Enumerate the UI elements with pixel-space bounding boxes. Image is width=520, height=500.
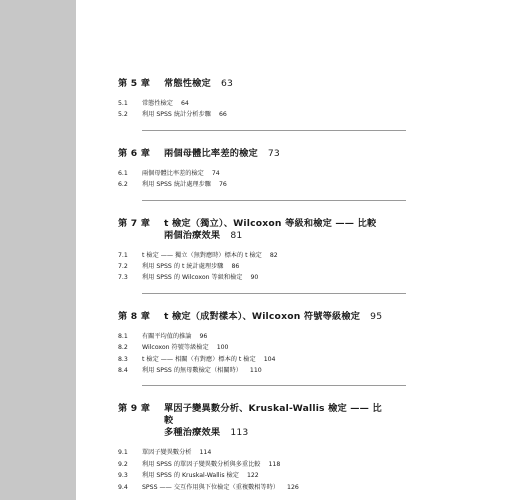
- chapter-title: [164, 78, 390, 90]
- section-list: [118, 250, 390, 284]
- section-page: 90: [250, 274, 259, 282]
- chapter-title-line: 兩個母體比率差的檢定: [164, 147, 258, 159]
- section-title: t 檢定 —— 獨立（無對應時）標本的 t 檢定: [142, 251, 262, 259]
- chapter-divider: [142, 293, 406, 294]
- section-number: 8.4: [118, 367, 128, 375]
- chapter-title-line: 多種治療效果: [164, 427, 221, 439]
- section-title: 利用 SPSS 的 t 統計處理步驟: [142, 263, 224, 271]
- section-page: 74: [211, 169, 220, 177]
- section-title: 單因子變異數分析: [142, 449, 192, 457]
- chapter-label: 第 5 章: [118, 78, 151, 89]
- section-page: 100: [216, 344, 229, 352]
- section-title: 兩個母體比率差的檢定: [142, 169, 204, 177]
- chapter-title-line: 常態性檢定: [164, 78, 211, 89]
- section-page: 66: [218, 111, 227, 119]
- section-number: 7.1: [118, 251, 128, 259]
- chapter-title-line: t 檢定（獨立）、Wilcoxon 等級和檢定 —— 比較: [164, 217, 377, 229]
- section-number: 9.3: [118, 472, 128, 480]
- section-title: Wilcoxon 符號等級檢定: [142, 344, 209, 352]
- section-title: 利用 SPSS 的 Kruskal-Wallis 檢定: [142, 472, 239, 480]
- section-list: [118, 331, 390, 377]
- section-page: 118: [268, 460, 281, 468]
- section-item[interactable]: [118, 447, 390, 458]
- section-number: 8.1: [118, 332, 128, 340]
- chapter-divider: [142, 385, 406, 386]
- chapter-label: 第 8 章: [118, 310, 151, 322]
- section-title: SPSS —— 交互作用與下位檢定（重複數相等時）: [142, 483, 280, 491]
- section-number: 5.1: [118, 100, 128, 107]
- section-page: 86: [231, 263, 240, 271]
- chapter-heading[interactable]: [118, 403, 390, 439]
- section-item[interactable]: [118, 482, 390, 493]
- chapter-9: [118, 403, 390, 493]
- chapter-page: 95: [370, 310, 383, 322]
- section-item[interactable]: [118, 459, 390, 470]
- section-item[interactable]: [118, 470, 390, 481]
- section-number: 8.3: [118, 355, 128, 363]
- chapter-heading[interactable]: [118, 148, 390, 160]
- section-page: 96: [199, 332, 208, 340]
- section-title: 利用 SPSS 的 Wilcoxon 等級和檢定: [142, 274, 243, 282]
- chapter-6: [118, 148, 390, 201]
- section-page: 76: [218, 181, 227, 189]
- section-number: 9.1: [118, 449, 128, 457]
- section-number: 9.2: [118, 460, 128, 468]
- chapter-divider: [142, 130, 406, 131]
- section-list: [118, 98, 390, 121]
- section-item[interactable]: [118, 331, 390, 342]
- section-title: 利用 SPSS 統計分析步驟: [142, 111, 211, 119]
- chapter-heading[interactable]: [118, 218, 390, 242]
- section-number: 5.2: [118, 111, 128, 119]
- section-number: 6.1: [118, 169, 128, 177]
- chapter-heading[interactable]: [118, 78, 390, 90]
- section-item[interactable]: [118, 342, 390, 353]
- chapter-title-line: 單因子變異數分析、Kruskal-Wallis 檢定 —— 比較: [164, 403, 382, 427]
- section-item[interactable]: [118, 261, 390, 272]
- section-list: [118, 447, 390, 493]
- section-title: 常態性檢定: [142, 100, 173, 107]
- section-page: 64: [180, 100, 189, 107]
- section-item[interactable]: [118, 354, 390, 365]
- chapter-7: [118, 218, 390, 294]
- chapter-page: 81: [230, 229, 243, 241]
- section-title: 利用 SPSS 的單因子變異數分析與多重比較: [142, 460, 261, 468]
- section-item[interactable]: [118, 250, 390, 261]
- chapter-title-line: t 檢定（成對樣本）、Wilcoxon 符號等級檢定: [164, 310, 361, 322]
- chapter-title: [164, 218, 390, 242]
- section-item[interactable]: [118, 98, 390, 109]
- section-item[interactable]: [118, 168, 390, 179]
- section-page: 110: [249, 367, 262, 375]
- section-item[interactable]: [118, 365, 390, 376]
- section-list: [118, 168, 390, 191]
- chapter-page: 73: [267, 147, 280, 159]
- chapter-title: [164, 311, 390, 323]
- section-page: 114: [199, 449, 212, 457]
- chapter-title-line: 兩個治療效果: [164, 229, 221, 241]
- section-title: t 檢定 —— 相關（有對應）標本的 t 檢定: [142, 355, 256, 363]
- chapter-title: [164, 148, 390, 160]
- section-number: 7.2: [118, 263, 128, 271]
- chapter-label: 第 7 章: [118, 217, 151, 229]
- section-number: 6.2: [118, 181, 128, 189]
- chapter-heading[interactable]: [118, 311, 390, 323]
- section-number: 7.3: [118, 274, 128, 282]
- chapter-title: [164, 403, 390, 439]
- section-page: 122: [246, 472, 259, 480]
- chapter-page: 63: [220, 78, 234, 89]
- chapter-label: 第 6 章: [118, 147, 151, 159]
- chapter-divider: [142, 200, 406, 201]
- section-page: 126: [287, 483, 299, 491]
- chapter-page: 113: [230, 427, 249, 439]
- section-item[interactable]: [118, 179, 390, 190]
- section-title: 利用 SPSS 統計處理步驟: [142, 181, 211, 189]
- chapter-label: 第 9 章: [118, 403, 151, 415]
- section-number: 9.4: [118, 483, 128, 491]
- chapter-5: [118, 78, 390, 131]
- section-number: 8.2: [118, 344, 128, 352]
- chapter-8: [118, 311, 390, 387]
- section-item[interactable]: [118, 272, 390, 283]
- table-of-contents: [118, 78, 390, 493]
- section-item[interactable]: [118, 109, 390, 120]
- section-page: 82: [269, 251, 278, 259]
- page-margin-band: [0, 0, 76, 500]
- section-title: 有關平均值的推論: [142, 332, 192, 340]
- section-page: 104: [263, 355, 276, 363]
- section-title: 利用 SPSS 的無母數檢定（相關時）: [142, 367, 242, 375]
